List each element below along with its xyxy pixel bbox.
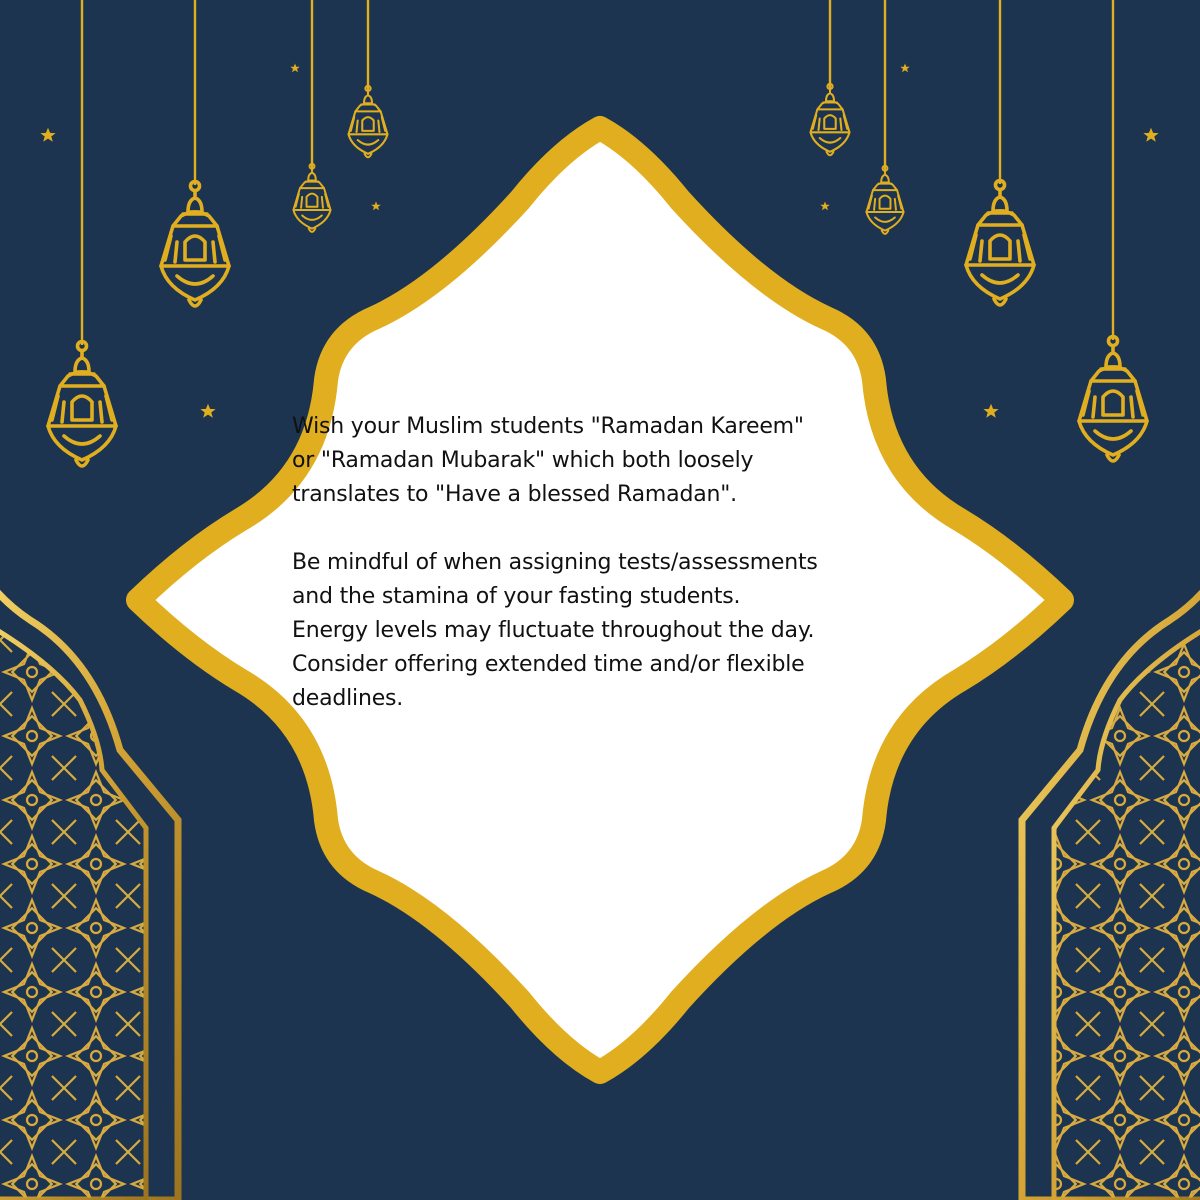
message-paragraph-2: Be mindful of when assigning tests/assessments and the stamina of your fasting students. Energy levels may fluctuate throughout the day. Consider offering extended time and/or flexible deadlines. bbox=[292, 550, 818, 711]
lantern-icon bbox=[966, 181, 1034, 306]
star-icon bbox=[820, 202, 830, 211]
lantern-icon bbox=[866, 166, 903, 234]
arabesque-window-left bbox=[0, 570, 178, 1200]
star-icon bbox=[290, 64, 300, 73]
star-icon bbox=[40, 128, 55, 142]
lantern-icon bbox=[293, 164, 330, 232]
lantern-icon bbox=[48, 342, 116, 467]
lantern-icon bbox=[811, 84, 850, 155]
message-paragraph-1: Wish your Muslim students "Ramadan Kareem" or "Ramadan Mubarak" which both loosely translates to "Have a blessed Ramadan". bbox=[292, 414, 804, 507]
star-icon bbox=[1143, 128, 1158, 142]
star-icon bbox=[200, 404, 215, 418]
star-icon bbox=[983, 404, 998, 418]
lantern-icon bbox=[349, 86, 388, 157]
star-icon bbox=[900, 64, 910, 73]
lantern-icon bbox=[161, 182, 229, 307]
message-text bbox=[292, 410, 932, 716]
arabesque-window-right bbox=[1022, 570, 1200, 1200]
lantern-icon bbox=[1079, 337, 1147, 462]
star-icon bbox=[371, 202, 381, 211]
